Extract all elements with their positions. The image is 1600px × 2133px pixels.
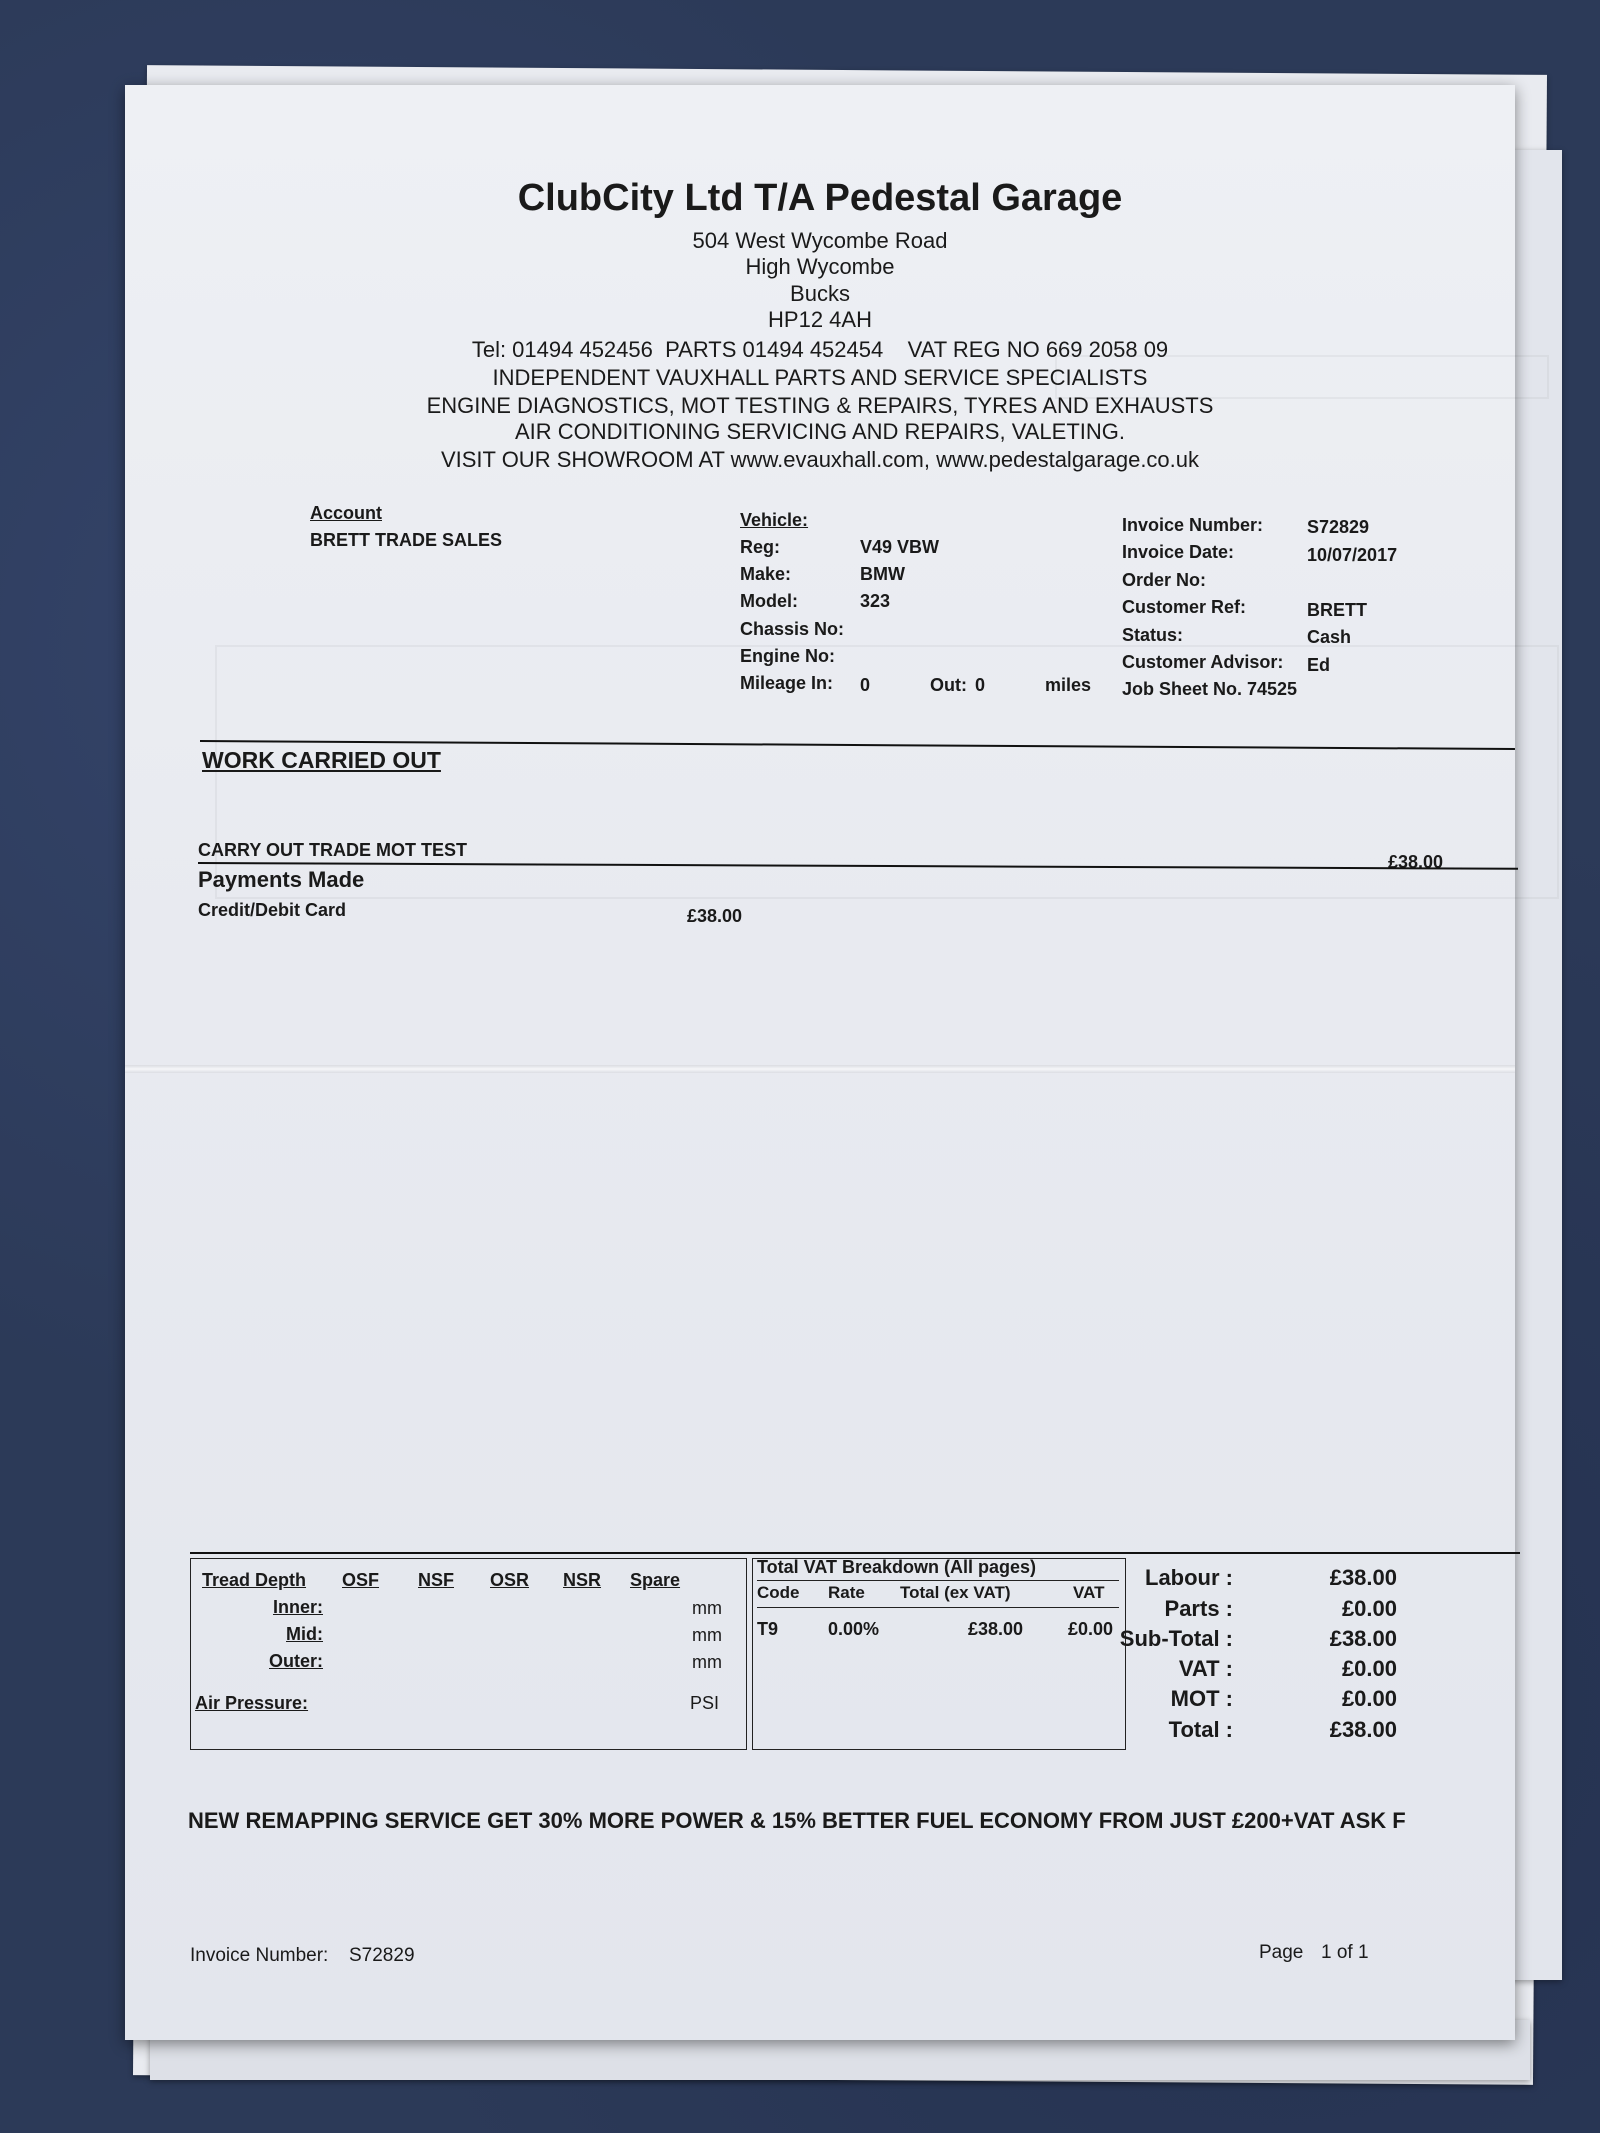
total-value-subtotal: £38.00 [1329, 1626, 1397, 1651]
work-heading: WORK CARRIED OUT [202, 747, 441, 773]
tread-unit-outer: mm [692, 1652, 722, 1672]
vat-header-rate: Rate [828, 1583, 865, 1602]
footer-page-label: Page [1259, 1942, 1304, 1963]
tread-header-nsr: NSR [563, 1570, 602, 1590]
vat-header-code: Code [757, 1583, 800, 1602]
status-label: Status: [1122, 625, 1184, 645]
reg-label: Reg: [740, 537, 780, 557]
tread-header-nsf: NSF [418, 1570, 454, 1590]
vat-row-rate: 0.00% [828, 1619, 880, 1639]
mileage-in-label: Mileage In: [740, 673, 834, 693]
vat-row-code: T9 [757, 1619, 779, 1639]
tread-unit-mid: mm [692, 1625, 722, 1645]
work-item-description: CARRY OUT TRADE MOT TEST [198, 840, 467, 860]
invoice-date-value: 10/07/2017 [1307, 545, 1398, 565]
make-label: Make: [740, 564, 792, 584]
tread-unit-inner: mm [692, 1598, 722, 1618]
total-label-mot: MOT : [1170, 1686, 1233, 1711]
customer-ref-label: Customer Ref: [1122, 597, 1247, 617]
footer-invoice-label: Invoice Number: [190, 1945, 329, 1966]
total-value-parts: £0.00 [1341, 1596, 1397, 1621]
account-name: BRETT TRADE SALES [310, 530, 503, 550]
paper-fold [125, 1065, 1515, 1073]
engine-label: Engine No: [740, 646, 835, 666]
showroom-line: VISIT OUR SHOWROOM AT www.evauxhall.com, www.pedestalgarage.co.uk [440, 447, 1200, 472]
order-no-label: Order No: [1122, 570, 1207, 590]
tread-row-mid: Mid: [286, 1624, 323, 1644]
work-item-amount: £38.00 [1388, 852, 1444, 872]
company-name: ClubCity Ltd T/A Pedestal Garage [517, 177, 1123, 219]
vat-header-total: Total (ex VAT) [900, 1583, 1011, 1602]
invoice-number-label: Invoice Number: [1122, 515, 1264, 535]
status-value: Cash [1307, 627, 1352, 647]
invoice-number-value: S72829 [1307, 517, 1370, 537]
model-value: 323 [860, 591, 891, 611]
customer-ref-value: BRETT [1307, 600, 1367, 620]
mileage-unit: miles [1045, 675, 1092, 695]
promo-banner: NEW REMAPPING SERVICE GET 30% MORE POWER & 15% BETTER FUEL ECONOMY FROM JUST £200+VAT ASK F [188, 1808, 1406, 1833]
total-label-parts: Parts : [1164, 1596, 1233, 1621]
tread-header-label: Tread Depth [202, 1570, 307, 1590]
mileage-out-value: 0 [975, 675, 986, 695]
services-line-2: ENGINE DIAGNOSTICS, MOT TESTING & REPAIRS, TYRES AND EXHAUSTS [426, 393, 1214, 418]
contact-line: Tel: 01494 452456 PARTS 01494 452454 VAT REG NO 669 2058 09 [471, 337, 1169, 362]
advisor-value: Ed [1307, 655, 1331, 675]
tread-header-osr: OSR [490, 1570, 530, 1590]
model-label: Model: [740, 591, 798, 611]
invoice-sheet [125, 85, 1515, 2040]
footer-page-number: 1 of 1 [1321, 1942, 1369, 1963]
tread-row-outer: Outer: [269, 1651, 323, 1671]
payment-amount: £38.00 [687, 906, 743, 926]
total-label-total: Total : [1168, 1717, 1233, 1742]
account-label: Account [310, 503, 382, 523]
total-label-labour: Labour : [1145, 1565, 1233, 1590]
chassis-label: Chassis No: [740, 619, 845, 639]
address-line-3: Bucks [790, 281, 850, 306]
vat-row-total: £38.00 [968, 1619, 1024, 1639]
air-pressure-label: Air Pressure: [195, 1693, 309, 1713]
total-label-subtotal: Sub-Total : [1119, 1626, 1233, 1651]
air-pressure-unit: PSI [690, 1693, 720, 1713]
mileage-out-label: Out: [930, 675, 967, 695]
address-line-2: High Wycombe [745, 254, 895, 279]
bottom-section-rule [190, 1552, 1520, 1554]
tread-row-inner: Inner: [272, 1597, 323, 1617]
payments-heading: Payments Made [198, 867, 365, 892]
total-value-total: £38.00 [1329, 1717, 1397, 1742]
make-value: BMW [860, 564, 905, 584]
vat-breakdown-title: Total VAT Breakdown (All pages) [757, 1557, 1037, 1577]
invoice-date-label: Invoice Date: [1122, 542, 1235, 562]
total-value-mot: £0.00 [1341, 1686, 1397, 1711]
job-sheet-number: Job Sheet No. 74525 [1122, 679, 1298, 699]
vat-row-vat: £0.00 [1068, 1619, 1114, 1639]
vehicle-heading: Vehicle: [740, 510, 809, 530]
postcode: HP12 4AH [768, 307, 872, 332]
vat-header-vat: VAT [1073, 1583, 1105, 1602]
reg-value: V49 VBW [860, 537, 940, 557]
mileage-in-value: 0 [860, 675, 871, 695]
payment-method: Credit/Debit Card [198, 900, 347, 920]
total-label-vat: VAT : [1178, 1656, 1233, 1681]
total-value-vat: £0.00 [1341, 1656, 1397, 1681]
advisor-label: Customer Advisor: [1122, 652, 1284, 672]
footer-invoice-number: S72829 [349, 1945, 415, 1966]
total-value-labour: £38.00 [1329, 1565, 1397, 1590]
address-line-1: 504 West Wycombe Road [692, 228, 948, 253]
tread-header-spare: Spare [630, 1570, 681, 1590]
tread-header-osf: OSF [342, 1570, 380, 1590]
services-line-1: INDEPENDENT VAUXHALL PARTS AND SERVICE SPECIALISTS [492, 365, 1148, 390]
services-line-3: AIR CONDITIONING SERVICING AND REPAIRS, VALETING. [515, 419, 1125, 444]
